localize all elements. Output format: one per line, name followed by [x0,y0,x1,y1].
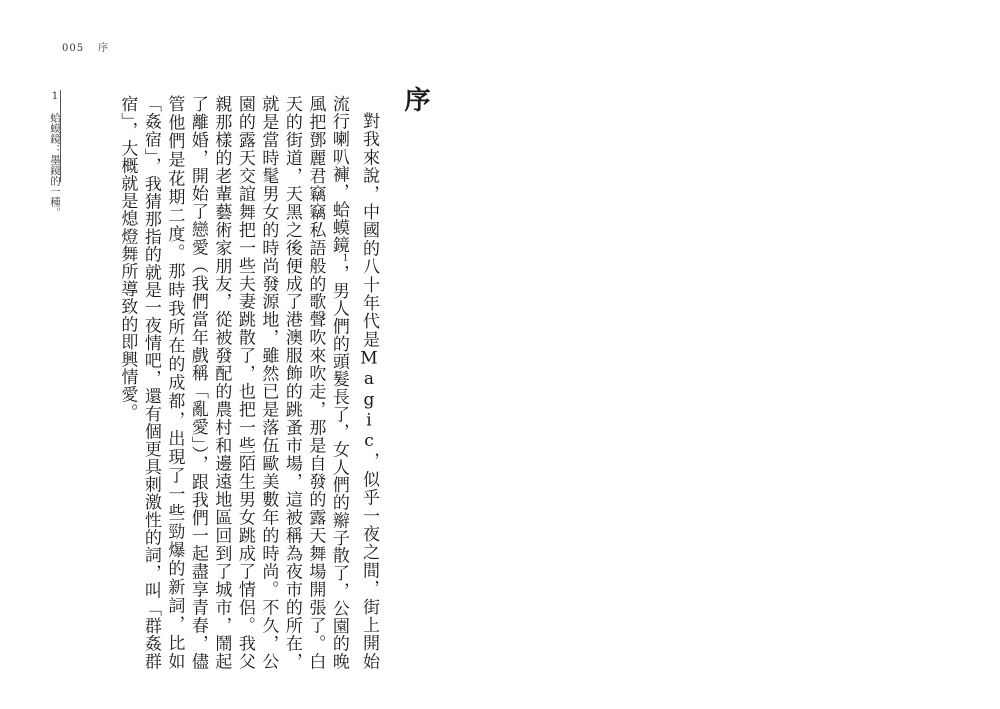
running-header [62,39,109,54]
page-title: 序 [400,86,430,112]
body-text [117,95,380,670]
page-number: 005 [62,43,85,54]
paragraph-text-1: 對我來說，中國的八十年代是Magic，似乎一夜之間，街上開始流行喇叭褲，蛤蟆鏡 [328,95,379,670]
footnote-marker: 1 [340,253,351,265]
paragraph-text-2: ，男人們的頭髮長了，女人們的辮子散了，公園的晚風把鄧麗君竊竊私語般的歌聲吹來吹走，那是自發的露天舞場開張了。白天的街道，天黑之後便成了港澳服飾的跳蚤市場，這被稱為夜市的所在，就是當時髦男女的時尚發源地，雖然已是落伍歐美數年的時尚。不久，公園的露天交誼舞把一些夫妻跳散了，也把一些陌生男女跳成了情侶。我父親那樣的老輩藝術家朋友，從被發配的農村和邊遠地區回到了城市，鬧起了離婚，開始了戀愛（我們當年戲稱「亂愛」），跟我們一起盡享青春，儘管他們是花期二度。那時我所在的成都，出現了一些勁爆的新詞，比如「姦宿」，我猜那指的就是一夜情吧，還有個更具刺激性的詞，叫「群姦群宿」，大概就是熄燈舞所導致的即興情愛。 [117,95,349,670]
footnote-number: 1 [49,90,61,102]
paragraph [115,95,380,670]
footnote [48,90,62,240]
running-header-section: 序 [98,43,110,54]
footnote-text: 蛤蟆鏡：墨鏡的一種。 [49,112,61,218]
